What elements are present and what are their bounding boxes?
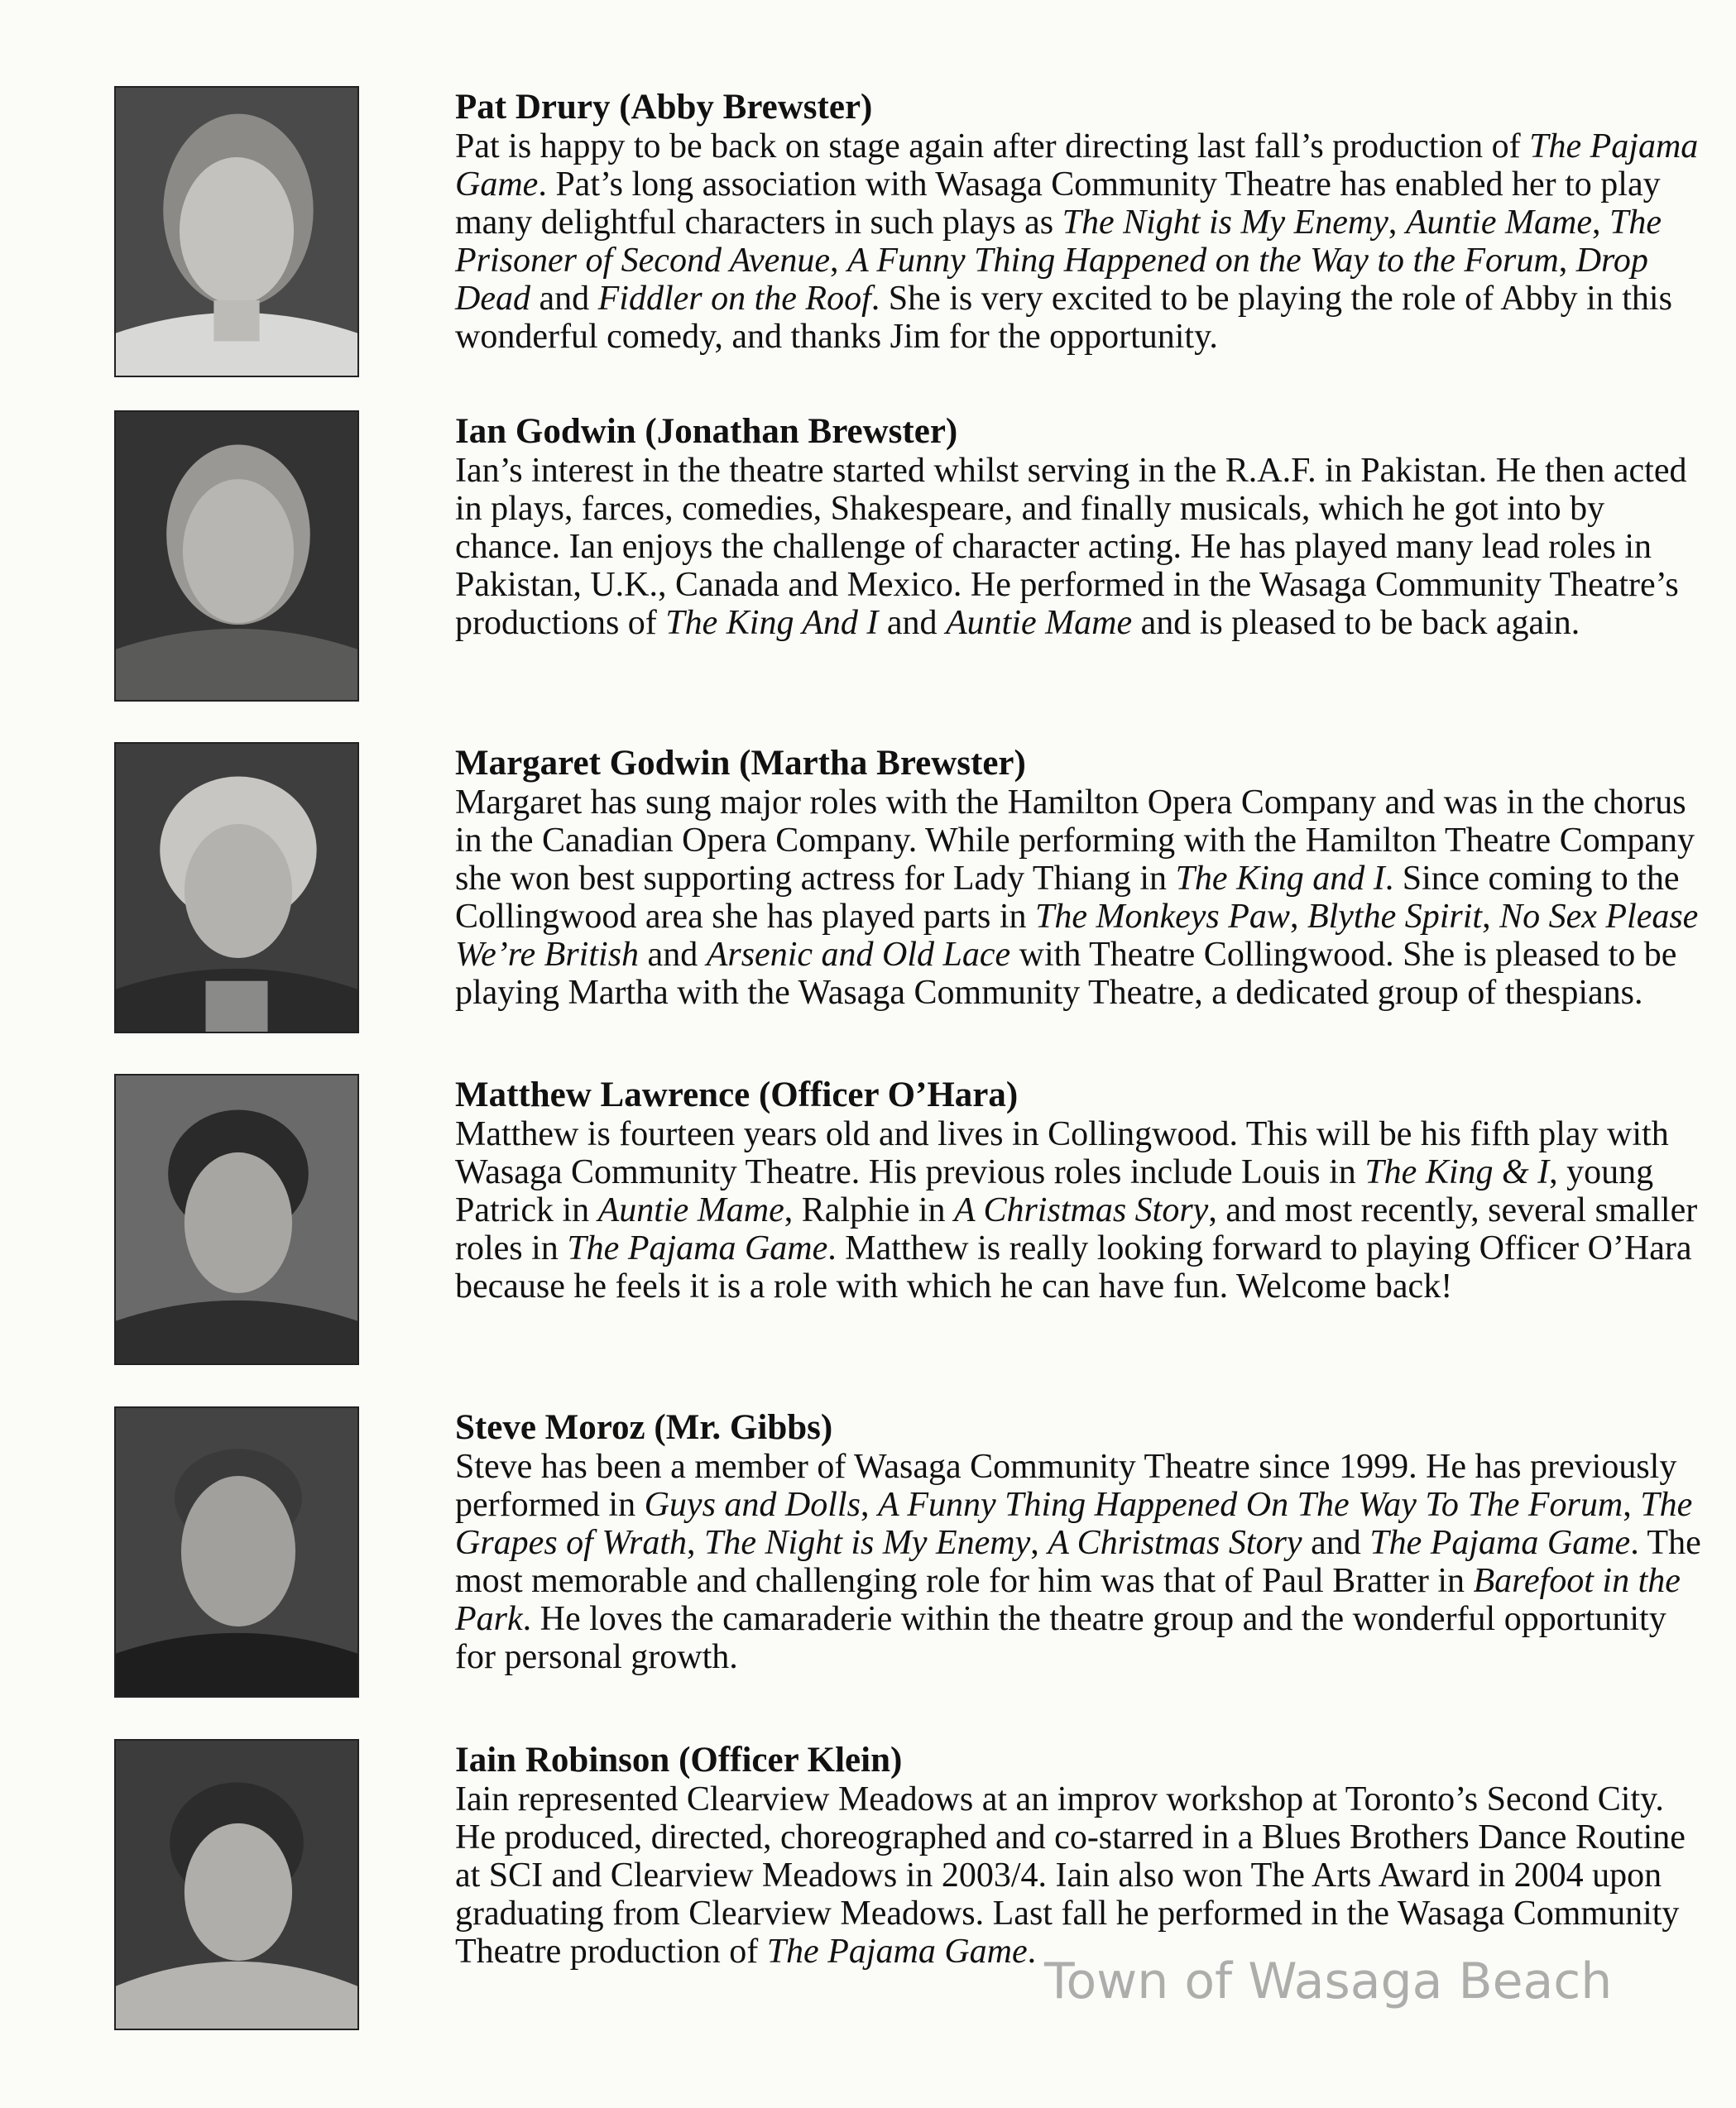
performer-name: Steve Moroz (Mr. Gibbs) [455,1408,833,1447]
bio-paragraph: Margaret has sung major roles with the Hamilton Opera Company and was in the chorus in the Canadian Opera Company. While performing with the Hamilton Theatre Company she won best supporting actress for Lady Thiang in The King and I. Since coming to the Collingwood area she has played parts in The Monkeys Paw, Blythe Spirit, No Sex Please We’re British and Arsenic and Old Lace with Theatre Collingwood. She is pleased to be playing Martha with the Wasaga Community Theatre, a dedicated group of thespians. [455,783,1699,1012]
bio-text [455,1076,1713,1306]
bio-text [455,744,1713,1012]
performer-name: Pat Drury (Abby Brewster) [455,88,873,127]
bio-text [455,1408,1713,1676]
bio-text [455,412,1713,642]
headshot-photo [114,86,359,377]
headshot-photo [114,410,359,702]
bio-margaret-godwin [114,742,1699,1040]
bio-paragraph: Ian’s interest in the theatre started whilst serving in the R.A.F. in Pakistan. He then acted in plays, farces, comedies, Shakespeare, and finally musicals, which he got into by chance. Ian enjoys the challenge of character acting. He has played many lead roles in Pakistan, U.K., Canada and Mexico. He performed in the Wasaga Community Theatre’s productions of The King And I and Auntie Mame and is pleased to be back again. [455,452,1687,642]
headshot-photo [114,1074,359,1365]
bio-text [455,88,1713,356]
headshot-photo [114,1739,359,2030]
bio-ian-godwin [114,410,1687,708]
headshot-photo [114,1406,359,1698]
bio-steve-moroz [114,1406,1701,1704]
bio-matthew-lawrence [114,1074,1698,1372]
bio-paragraph: Matthew is fourteen years old and lives in Collingwood. This will be his fifth play with Wasaga Community Theatre. His previous roles include Louis in The King & I, young Patrick in Auntie Mame, Ralphie in A Christmas Story, and most recently, several smaller roles in The Pajama Game. Matthew is really looking forward to playing Officer O’Hara because he feels it is a role with which he can have fun. Welcome back! [455,1115,1698,1306]
performer-name: Margaret Godwin (Martha Brewster) [455,744,1026,783]
bio-paragraph: Steve has been a member of Wasaga Community Theatre since 1999. He has previously performed in Guys and Dolls, A Funny Thing Happened On The Way To The Forum, The Grapes of Wrath, The Night is My Enemy, A Christmas Story and The Pajama Game. The most memorable and challenging role for him was that of Paul Bratter in Barefoot in the Park. He loves the camaraderie within the theatre group and the wonderful opportunity for personal growth. [455,1448,1701,1676]
bio-pat-drury [114,86,1699,384]
bio-paragraph: Pat is happy to be back on stage again after directing last fall’s production of The Pajama Game. Pat’s long association with Wasaga Community Theatre has enabled her to play many delightful characters in such plays as The Night is My Enemy, Auntie Mame, The Prisoner of Second Avenue, A Funny Thing Happened on the Way to the Forum, Drop Dead and Fiddler on the Roof. She is very excited to be playing the role of Abby in this wonderful comedy, and thanks Jim for the opportunity. [455,127,1699,356]
headshot-photo [114,742,359,1033]
performer-name: Matthew Lawrence (Officer O’Hara) [455,1076,1019,1114]
performer-name: Iain Robinson (Officer Klein) [455,1741,903,1780]
bio-text [455,1741,1713,1971]
performer-name: Ian Godwin (Jonathan Brewster) [455,412,958,451]
watermark: Town of Wasaga Beach [1044,1952,1613,2010]
bio-paragraph: Iain represented Clearview Meadows at an improv workshop at Toronto’s Second City. He produced, directed, choreographed and co-starred in a Blues Brothers Dance Routine at SCI and Clearview Meadows in 2003/4. Iain also won The Arts Award in 2004 upon graduating from Clearview Meadows. Last fall he performed in the Wasaga Community Theatre production of The Pajama Game. [455,1780,1686,1971]
